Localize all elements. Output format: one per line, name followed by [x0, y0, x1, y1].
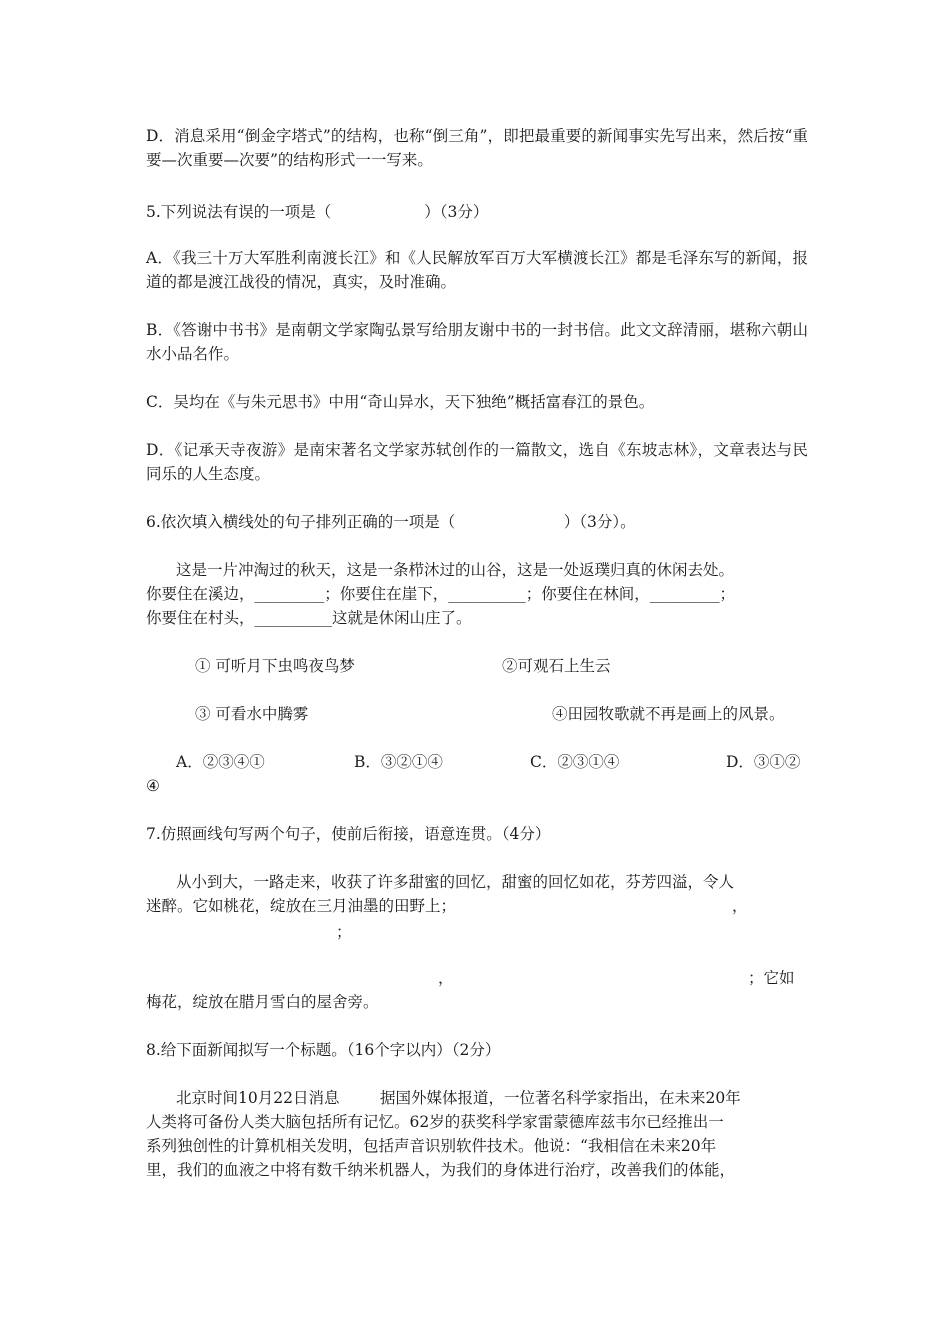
q8-news-rest: 据国外媒体报道，一位著名科学家指出，在未来20年 — [380, 1089, 741, 1107]
q6-item-2: ②可观石上生云 — [502, 657, 611, 675]
q4-option-d: D．消息采用“倒金字塔式”的结构，也称“倒三角”，即把最重要的新闻事实先写出来，然后按“重要—次重要—次要”的结构形式一一写来。 — [146, 127, 808, 169]
q6-item-3: ③ 可看水中腾雾 — [195, 705, 309, 723]
q7-stem: 7.仿照画线句写两个句子，使前后衔接，语意连贯。（4分） — [146, 825, 551, 843]
q7-blank-semicolon-2: ；它如 — [748, 969, 795, 987]
q6-item-4: ④田园牧歌就不再是画上的风景。 — [552, 705, 785, 723]
q8-news-line4: 里，我们的血液之中将有数千纳米机器人，为我们的身体进行治疗，改善我们的体能， — [146, 1161, 736, 1179]
q6-passage-line2: 你要住在溪边，_________；你要住在崖下，__________；你要住在林间，_________； — [146, 585, 736, 603]
q8-stem: 8.给下面新闻拟写一个标题。（16个字以内）（2分） — [146, 1041, 501, 1059]
q6-item-1: ① 可听月下虫鸣夜鸟梦 — [195, 657, 355, 675]
q7-line1: 从小到大，一路走来，收获了许多甜蜜的回忆，甜蜜的回忆如花，芬芳四溢，令人 — [176, 873, 735, 891]
q6-choice-d-wrap: ④ — [146, 777, 160, 795]
q6-passage-line3: 你要住在村头，__________这就是休闲山庄了。 — [146, 609, 472, 627]
q8-news-line3: 系列独创性的计算机相关发明，包括声音识别软件技术。他说：“我相信在未来20年 — [146, 1137, 717, 1155]
q6-choice-c: C．②③①④ — [530, 753, 620, 771]
q5-option-a: A．《我三十万大军胜利南渡长江》和《人民解放军百万大军横渡长江》都是毛泽东写的新闻，报道的都是渡江战役的情况，真实，及时准确。 — [146, 249, 808, 291]
q5-option-b: B．《答谢中书书》是南朝文学家陶弘景写给朋友谢中书的一封书信。此文文辞清丽，堪称六朝山水小品名作。 — [146, 321, 808, 363]
q8-news-line2: 人类将可备份人类大脑包括所有记忆。62岁的获奖科学家雷蒙德库兹韦尔已经推出一 — [146, 1113, 724, 1131]
q6-choice-b: B．③②①④ — [354, 753, 443, 771]
q7-blank-comma-2: ， — [438, 969, 454, 987]
q7-blank-comma-1: ， — [732, 897, 748, 915]
q5-option-c: C．吴均在《与朱元思书》中用“奇山异水，天下独绝”概括富春江的景色。 — [146, 393, 655, 411]
q6-choice-a: A．②③④① — [176, 753, 265, 771]
q5-option-d: D．《记承天寺夜游》是南宋著名文学家苏轼创作的一篇散文，选自《东坡志林》，文章表达与民同乐的人生态度。 — [146, 441, 808, 483]
q7-blank-semicolon-1: ； — [336, 923, 352, 941]
q6-stem: 6.依次填入横线处的句子排列正确的一项是（ ）（3分）。 — [146, 513, 636, 531]
q5-stem: 5.下列说法有误的一项是（ ）（3分） — [146, 203, 489, 221]
q7-line-last: 梅花，绽放在腊月雪白的屋舍旁。 — [146, 993, 379, 1011]
q8-news-lead: 北京时间10月22日消息 — [176, 1089, 340, 1107]
q7-line2: 迷醉。它如桃花，绽放在三月油墨的田野上； — [146, 897, 457, 915]
q6-choice-d: D．③①② — [726, 753, 801, 771]
q6-passage-line1: 这是一片冲淘过的秋天，这是一条栉沐过的山谷，这是一处返璞归真的休闲去处。 — [176, 561, 735, 579]
